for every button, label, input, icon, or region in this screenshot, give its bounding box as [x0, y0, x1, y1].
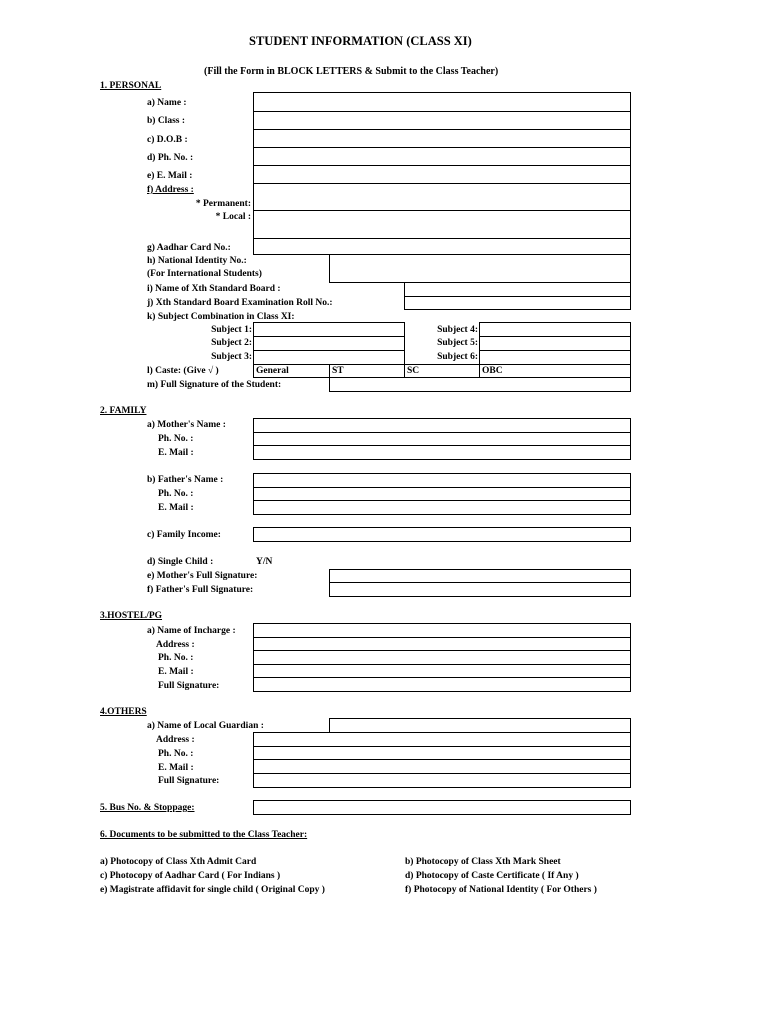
- dob-label: c) D.O.B :: [147, 135, 188, 145]
- father-email-field[interactable]: [253, 500, 631, 515]
- mother-email-label: E. Mail :: [158, 448, 194, 458]
- roll-no-field[interactable]: [404, 296, 631, 310]
- aadhar-field[interactable]: [253, 238, 631, 255]
- father-name-field[interactable]: [253, 473, 631, 488]
- board-name-field[interactable]: [404, 282, 631, 297]
- subject5-label: Subject 5:: [437, 338, 478, 348]
- subject4-label: Subject 4:: [437, 325, 478, 335]
- mother-name-label: a) Mother's Name :: [147, 420, 226, 430]
- hostel-address-label: Address :: [156, 640, 195, 650]
- section-family-heading: 2. FAMILY: [100, 406, 147, 416]
- mother-email-field[interactable]: [253, 445, 631, 460]
- single-child-label: d) Single Child :: [147, 557, 214, 567]
- incharge-label: a) Name of Incharge :: [147, 626, 236, 636]
- document-a: a) Photocopy of Class Xth Admit Card: [100, 857, 257, 867]
- hostel-phone-field[interactable]: [253, 650, 631, 665]
- mother-phone-field[interactable]: [253, 432, 631, 446]
- dob-field[interactable]: [253, 129, 631, 148]
- father-phone-label: Ph. No. :: [158, 489, 194, 499]
- document-b: b) Photocopy of Class Xth Mark Sheet: [405, 857, 561, 867]
- mother-phone-label: Ph. No. :: [158, 434, 194, 444]
- student-signature-field[interactable]: [329, 377, 631, 392]
- hostel-address-field[interactable]: [253, 637, 631, 651]
- section-hostel-heading: 3.HOSTEL/PG: [100, 611, 163, 621]
- local-address-field[interactable]: [253, 210, 631, 239]
- phone-label: d) Ph. No. :: [147, 153, 194, 163]
- permanent-address-field[interactable]: [253, 183, 631, 211]
- mother-signature-label: e) Mother's Full Signature:: [147, 571, 258, 581]
- caste-option-sc[interactable]: SC: [404, 364, 480, 378]
- father-signature-label: f) Father's Full Signature:: [147, 585, 254, 595]
- guardian-address-label: Address :: [156, 735, 195, 745]
- bus-stoppage-field[interactable]: [253, 800, 631, 815]
- document-d: d) Photocopy of Caste Certificate ( If Any ): [405, 871, 579, 881]
- caste-option-obc[interactable]: OBC: [479, 364, 631, 378]
- father-signature-field[interactable]: [329, 582, 631, 597]
- hostel-email-label: E. Mail :: [158, 667, 194, 677]
- subject5-field[interactable]: [479, 336, 631, 351]
- form-title: STUDENT INFORMATION (CLASS XI): [249, 34, 472, 48]
- document-e: e) Magistrate affidavit for single child ( Original Copy ): [100, 885, 325, 895]
- family-income-label: c) Family Income:: [147, 530, 221, 540]
- document-f: f) Photocopy of National Identity ( For Others ): [405, 885, 597, 895]
- subjects-label: k) Subject Combination in Class XI:: [147, 312, 295, 322]
- subject6-label: Subject 6:: [437, 352, 478, 362]
- guardian-phone-label: Ph. No. :: [158, 749, 194, 759]
- local-address-label: * Local :: [215, 212, 251, 222]
- guardian-field[interactable]: [329, 718, 631, 733]
- guardian-email-label: E. Mail :: [158, 763, 194, 773]
- subject3-field[interactable]: [253, 350, 405, 365]
- aadhar-label: g) Aadhar Card No.:: [147, 243, 231, 253]
- class-label: b) Class :: [147, 116, 186, 126]
- email-field[interactable]: [253, 165, 631, 184]
- hostel-signature-field[interactable]: [253, 677, 631, 692]
- subject1-label: Subject 1:: [211, 325, 252, 335]
- form-instruction: (Fill the Form in BLOCK LETTERS & Submit to the Class Teacher): [204, 66, 499, 77]
- roll-no-label: j) Xth Standard Board Examination Roll No.:: [147, 298, 333, 308]
- caste-option-st[interactable]: ST: [329, 364, 405, 378]
- guardian-phone-field[interactable]: [253, 746, 631, 760]
- address-label: f) Address :: [147, 185, 194, 195]
- name-field[interactable]: [253, 92, 631, 112]
- father-phone-field[interactable]: [253, 487, 631, 501]
- national-id-label: h) National Identity No.:: [147, 256, 247, 266]
- guardian-signature-field[interactable]: [253, 773, 631, 788]
- mother-signature-field[interactable]: [329, 569, 631, 583]
- hostel-signature-label: Full Signature:: [158, 681, 220, 691]
- guardian-address-field[interactable]: [253, 732, 631, 747]
- guardian-signature-label: Full Signature:: [158, 776, 220, 786]
- guardian-email-field[interactable]: [253, 759, 631, 774]
- class-field[interactable]: [253, 111, 631, 130]
- family-income-field[interactable]: [253, 527, 631, 542]
- caste-option-general[interactable]: General: [253, 364, 330, 378]
- board-name-label: i) Name of Xth Standard Board :: [147, 284, 281, 294]
- hostel-phone-label: Ph. No. :: [158, 653, 194, 663]
- name-label: a) Name :: [147, 98, 187, 108]
- phone-field[interactable]: [253, 147, 631, 166]
- bus-stoppage-label: 5. Bus No. & Stoppage:: [100, 803, 195, 813]
- hostel-email-field[interactable]: [253, 664, 631, 678]
- document-c: c) Photocopy of Aadhar Card ( For Indians ): [100, 871, 281, 881]
- section-personal-heading: 1. PERSONAL: [100, 81, 162, 91]
- guardian-label: a) Name of Local Guardian :: [147, 721, 264, 731]
- caste-label: l) Caste: (Give √ ): [147, 366, 219, 376]
- subject2-label: Subject 2:: [211, 338, 252, 348]
- mother-name-field[interactable]: [253, 418, 631, 433]
- subject1-field[interactable]: [253, 322, 405, 337]
- student-signature-label: m) Full Signature of the Student:: [147, 380, 282, 390]
- national-id-field[interactable]: [329, 254, 631, 283]
- international-note: (For International Students): [147, 269, 262, 279]
- single-child-yn[interactable]: Y/N: [256, 557, 273, 567]
- subject6-field[interactable]: [479, 350, 631, 365]
- permanent-address-label: * Permanent:: [195, 199, 251, 209]
- section-documents-heading: 6. Documents to be submitted to the Class Teacher:: [100, 830, 308, 840]
- subject2-field[interactable]: [253, 336, 405, 351]
- father-name-label: b) Father's Name :: [147, 475, 224, 485]
- subject3-label: Subject 3:: [211, 352, 252, 362]
- incharge-field[interactable]: [253, 623, 631, 638]
- father-email-label: E. Mail :: [158, 503, 194, 513]
- email-label: e) E. Mail :: [147, 171, 193, 181]
- section-others-heading: 4.OTHERS: [100, 707, 147, 717]
- subject4-field[interactable]: [479, 322, 631, 337]
